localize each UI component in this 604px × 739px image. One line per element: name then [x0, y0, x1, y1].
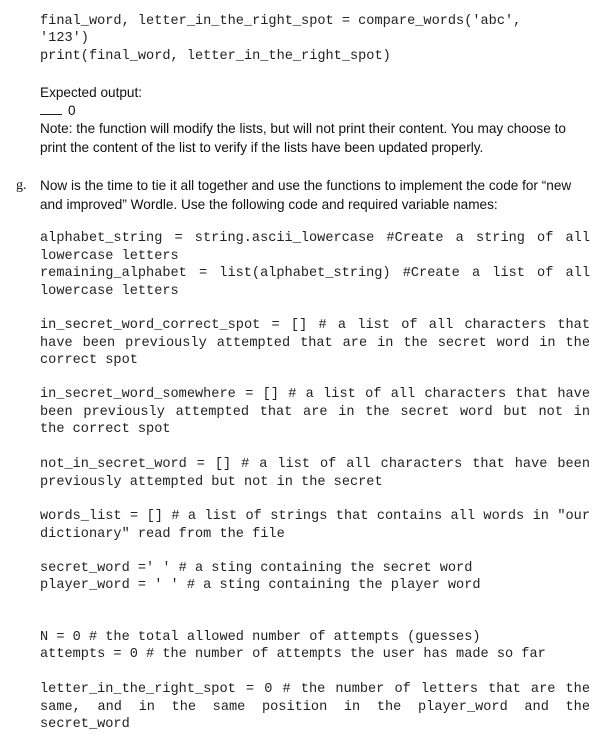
list-marker: g.: [16, 178, 27, 193]
code-line: player_word = ' ' # a sting containing the player word: [40, 578, 481, 593]
code-line: not_in_secret_word = [] # a list of all characters that have been previously attempted but not in the secret: [40, 457, 590, 490]
code-line: print(final_word, letter_in_the_right_spot): [40, 49, 391, 64]
instruction-paragraph: Now is the time to tie it all together and use the functions to implement the code for “new and improved” Wordle. Use the following code and required variable names:: [40, 178, 572, 212]
code-line: '123'): [40, 31, 89, 46]
code-line: N = 0 # the total allowed number of attempts (guesses): [40, 630, 481, 645]
code-line: attempts = 0 # the number of attempts the user has made so far: [40, 647, 546, 662]
code-line: final_word, letter_in_the_right_spot = compare_words('abc',: [40, 14, 522, 29]
code-line: remaining_alphabet = list(alphabet_string) #Create a list of all lowercase letters: [40, 266, 590, 299]
code-line: letter_in_the_right_spot = 0 # the number of letters that are the same, and in the same position in the player_word and the secret_word: [40, 682, 590, 732]
code-line: secret_word =' ' # a sting containing the secret word: [40, 561, 473, 576]
code-line: in_secret_word_correct_spot = [] # a list of all characters that have been previously attempted that are in the secret word in the correct spot: [40, 318, 590, 368]
blank-line: [40, 103, 62, 115]
expected-output-row: [40, 101, 592, 120]
code-line: alphabet_string = string.ascii_lowercase #Create a string of all lowercase letters: [40, 231, 590, 264]
expected-output-label: Expected output:: [40, 85, 143, 100]
note-paragraph: Note: the function will modify the lists, but will not print their content. You may choose to print the content of the list to verify if the lists have been updated properly.: [40, 121, 566, 155]
expected-output-value: 0: [68, 103, 76, 118]
code-line: in_secret_word_somewhere = [] # a list of all characters that have been previously attempted that are in the secret word but not in the correct spot: [40, 387, 590, 437]
code-line: words_list = [] # a list of strings that contains all words in "our dictionary" read from the file: [40, 509, 590, 542]
